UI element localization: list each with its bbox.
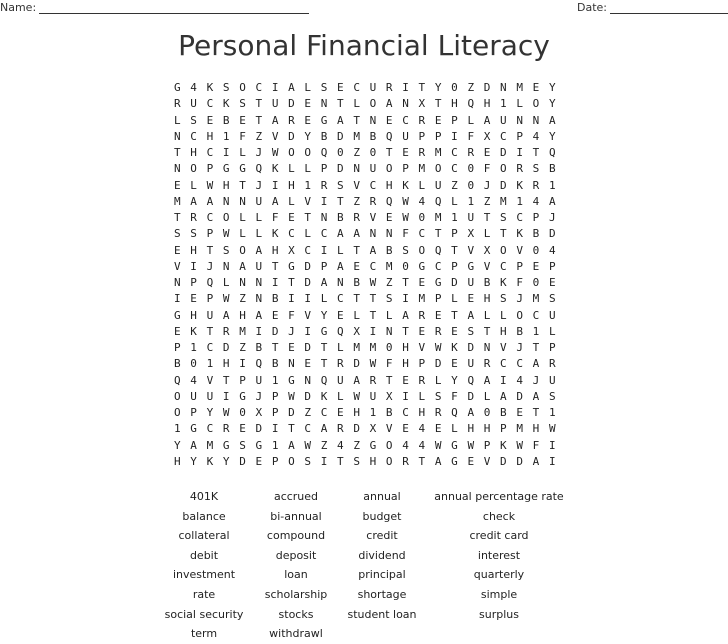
grid-row: RUCKSTUDENTLOANXTHQH1LOY bbox=[174, 97, 566, 111]
grid-row: NPQLNNITDANBWZTEGDUBKF0E bbox=[174, 276, 566, 289]
word-item: deposit bbox=[275, 548, 317, 562]
grid-row: OUUIGJPWDKLWUXILSFDLADAS bbox=[174, 389, 566, 403]
grid-row: THCILJWOOQ0Z0TERMCREDITQ bbox=[174, 146, 566, 159]
grid-row: OPYW0XPDZCEH1BCHRQA0BET1 bbox=[174, 406, 566, 419]
grid-row: TRCOLLFETNBRVEW0M1UTSCPJ bbox=[174, 211, 566, 224]
word-item: loan bbox=[284, 568, 308, 582]
word-item: dividend bbox=[358, 548, 406, 562]
name-label: Name: bbox=[0, 1, 37, 14]
grid-row: P1CDZBTEDTLMM0HVWKDNVJTP bbox=[174, 341, 566, 354]
grid-row: GHUAHAEFVYELTLARETALLOCU bbox=[174, 308, 566, 322]
grid-row: ELWHTJIH1RSVCHKLUZ0JDKR1 bbox=[174, 178, 566, 192]
word-item: shortage bbox=[357, 587, 407, 601]
date-label: Date: bbox=[577, 1, 607, 14]
grid-row: SSPWLLKCLCAANNFCTPXLTKBD bbox=[174, 227, 566, 241]
word-item: credit bbox=[366, 529, 398, 543]
word-item: stocks bbox=[278, 607, 314, 621]
word-item: investment bbox=[172, 568, 236, 582]
word-column bbox=[409, 487, 589, 624]
word-item: bi-annual bbox=[270, 509, 322, 523]
word-item: budget bbox=[362, 509, 402, 523]
date-field bbox=[577, 1, 728, 14]
page-title: Personal Financial Literacy bbox=[178, 29, 550, 62]
word-item: simple bbox=[480, 587, 518, 601]
name-blank-line bbox=[39, 2, 309, 14]
word-item: principal bbox=[358, 568, 406, 582]
word-item: social security bbox=[164, 607, 244, 621]
grid-row: YAMGSG1AWZ4ZGO44WGWPKWFI bbox=[174, 438, 566, 452]
word-item: check bbox=[482, 509, 516, 523]
word-item: annual percentage rate bbox=[434, 490, 564, 503]
name-field bbox=[0, 1, 309, 14]
word-item: debit bbox=[189, 548, 219, 562]
grid-row: 1GCREDITCARDXVE4ELHHPMHW bbox=[174, 422, 566, 436]
grid-row: EHTSOAHXCILTABSOQTVXOV04 bbox=[174, 243, 566, 257]
word-item: surplus bbox=[479, 607, 519, 621]
date-blank-line bbox=[610, 2, 728, 14]
word-item: student loan bbox=[347, 607, 417, 621]
word-item: annual bbox=[363, 490, 401, 503]
grid-row: EKTRMIDJIGQXINTERESTHB1L bbox=[174, 324, 566, 338]
word-item: collateral bbox=[178, 529, 230, 543]
grid-row: HYKYDEPOSITSHORTAGEVDDAI bbox=[174, 454, 566, 468]
grid-row: MAANNUALVITZRQW4QL1ZM14A bbox=[174, 194, 566, 208]
word-item: balance bbox=[182, 509, 226, 523]
grid-row: LSEBETAREGATNECREPLAUNNA bbox=[174, 113, 566, 127]
grid-row: NCH1FZVDYBDMBQUPPIFXCP4Y bbox=[174, 129, 566, 143]
word-item: scholarship bbox=[264, 587, 328, 601]
grid-row: NOPGGQKLLPDNUOPMOC0FORSB bbox=[174, 162, 566, 176]
word-item: credit card bbox=[469, 529, 529, 543]
word-item: term bbox=[190, 627, 218, 641]
word-item: interest bbox=[477, 548, 521, 562]
grid-row: B01HIQBNETRDWFHPDEURCCAR bbox=[174, 357, 566, 371]
word-item: compound bbox=[266, 529, 326, 543]
grid-row: Q4VTPU1GNQUARTERLYQAI4JU bbox=[174, 373, 566, 387]
word-item: rate bbox=[192, 587, 216, 601]
word-item: 401K bbox=[189, 490, 219, 503]
word-item: withdrawl bbox=[269, 627, 323, 641]
grid-row: VIJNAUTGDPAECM0GCPGVCPEP bbox=[174, 259, 566, 273]
grid-row: G4KSOCIALSECURITY0ZDNMEY bbox=[174, 81, 566, 94]
grid-row: IEPWZNBIILCTTSIMPLEHSJMS bbox=[174, 292, 566, 306]
word-search-grid bbox=[174, 80, 565, 470]
word-item: accrued bbox=[273, 490, 319, 503]
word-item: quarterly bbox=[473, 568, 525, 582]
